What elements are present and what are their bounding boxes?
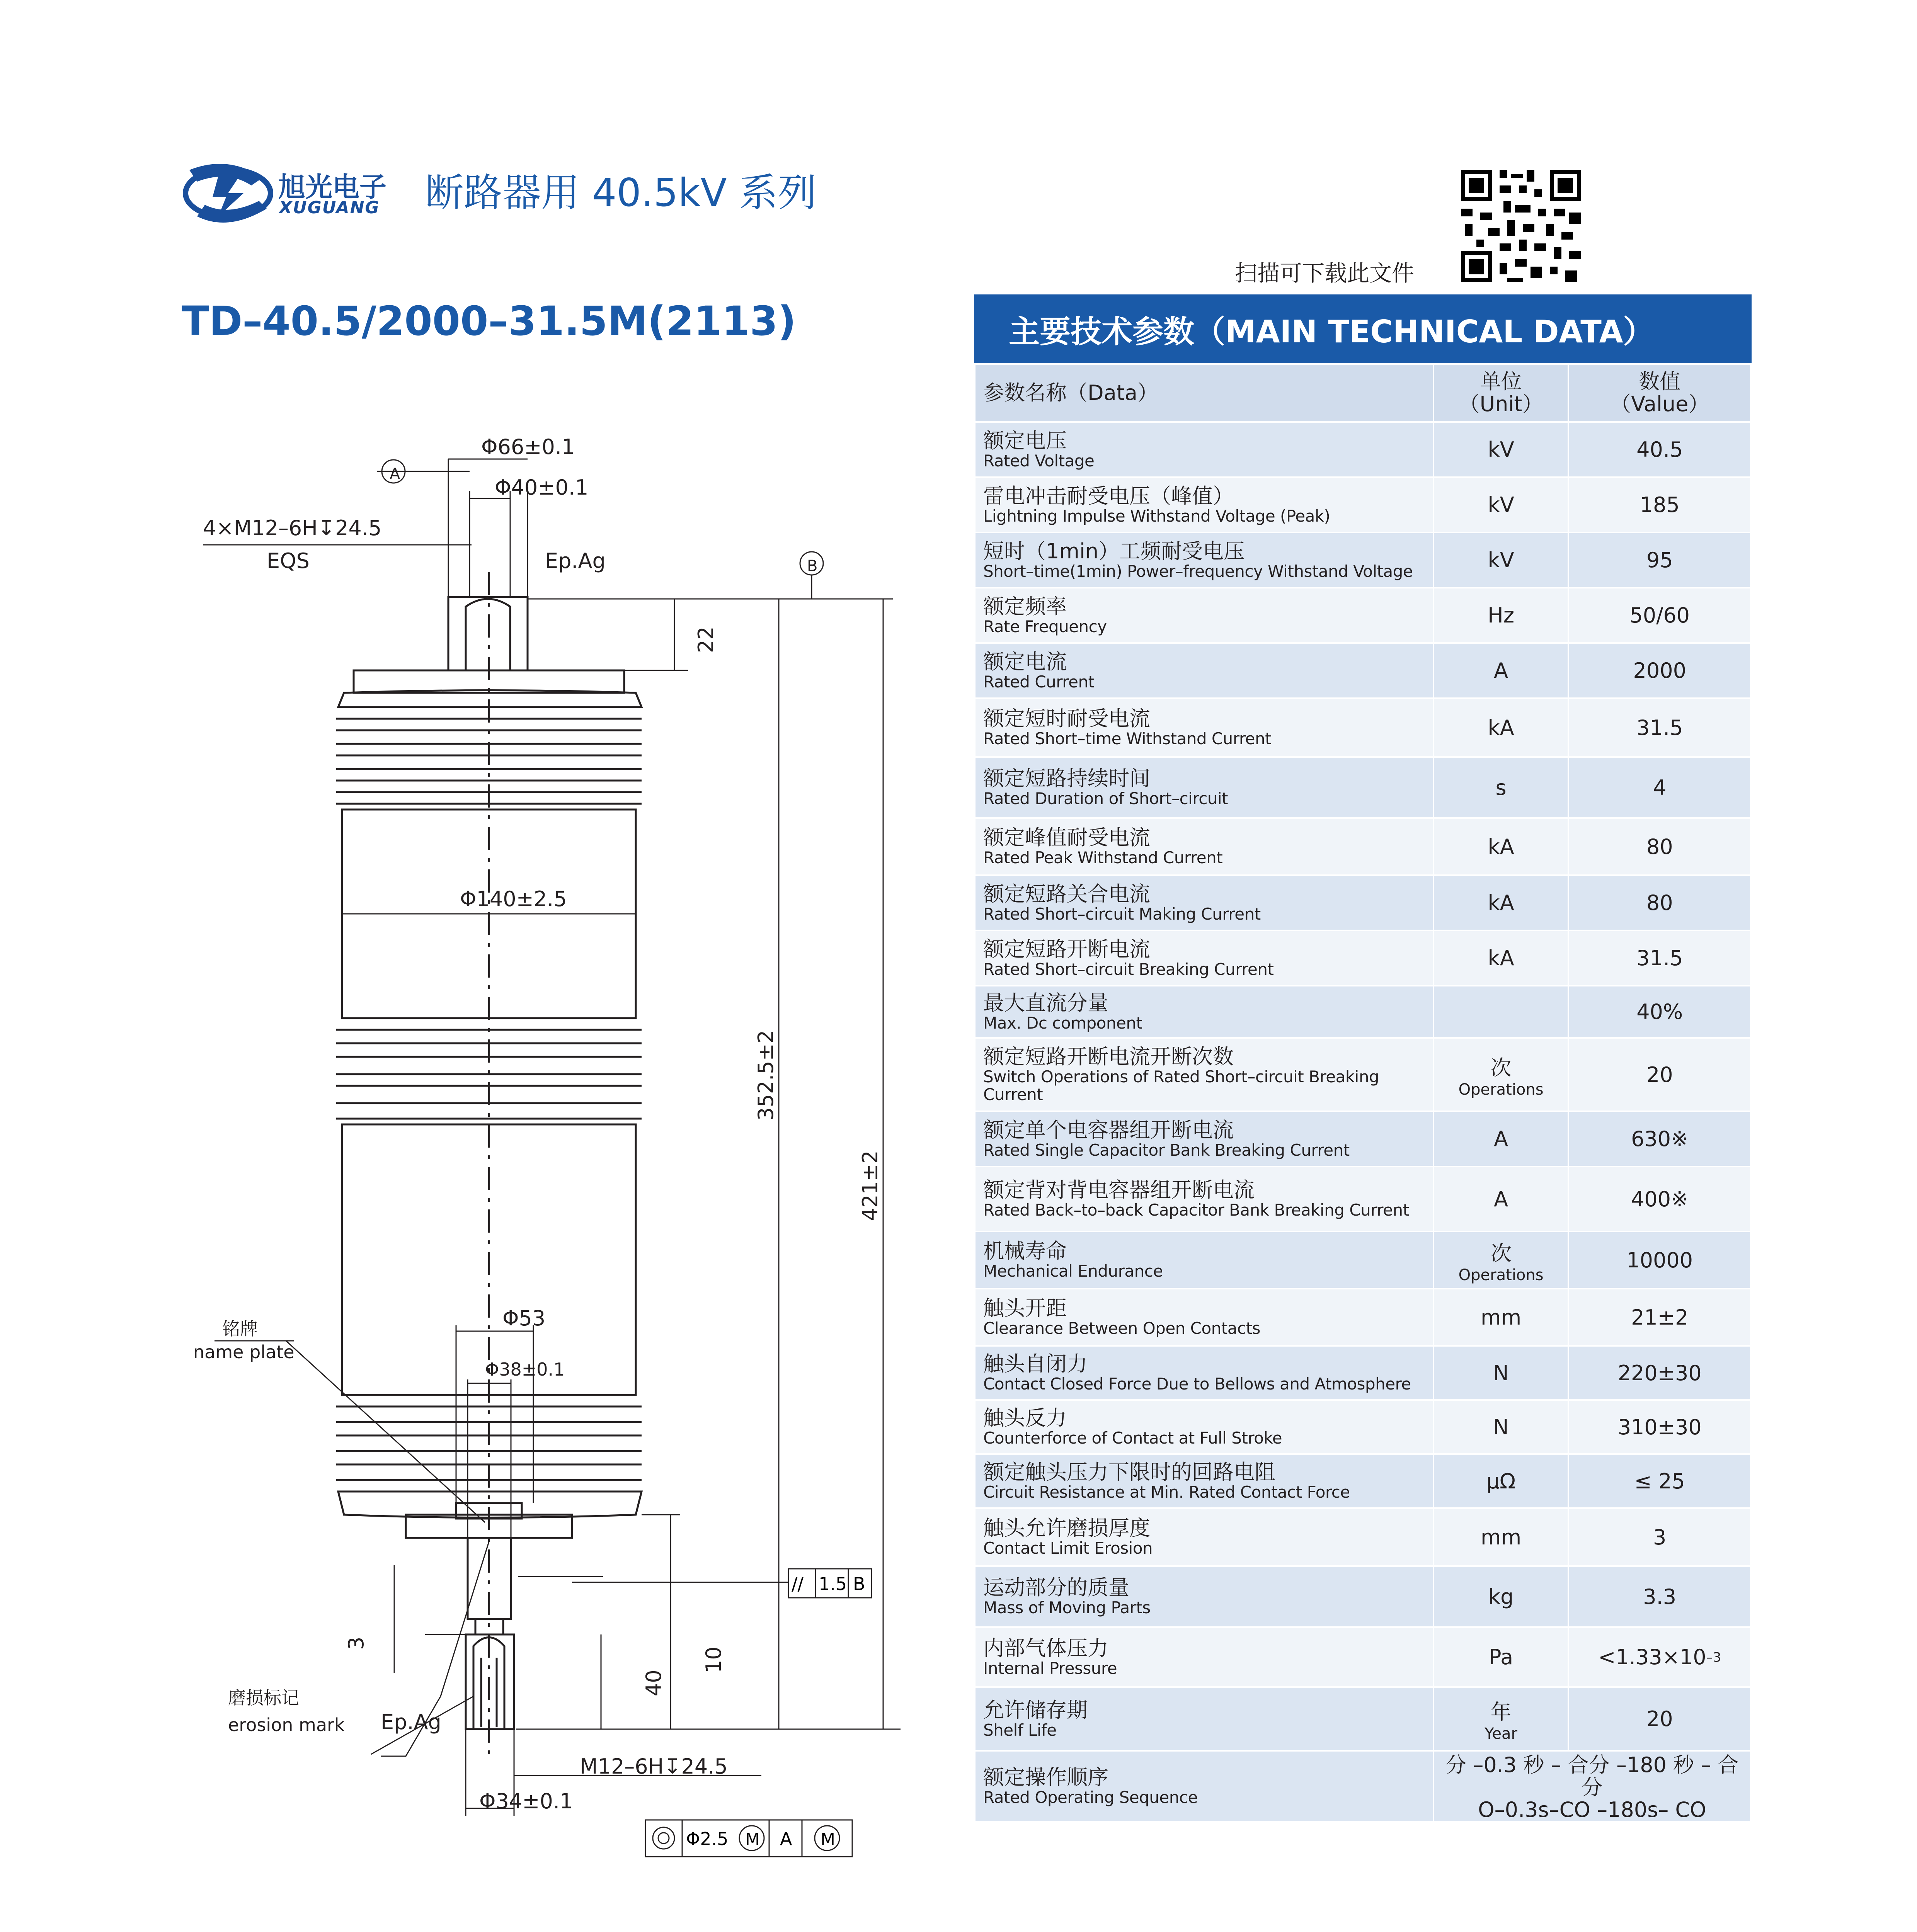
tech-param-cell [975,1687,1433,1751]
tech-unit-cell [1433,1167,1569,1231]
tech-unit-cell [1433,1111,1569,1167]
tech-row [975,1687,1751,1751]
param-zh: 额定短路开断电流 [983,937,1150,961]
param-value: 20 [1646,1062,1673,1087]
tech-unit-cell [1433,422,1569,477]
param-zh: 运动部分的质量 [983,1575,1129,1600]
sequence-value-en: O–0.3s–CO –180s– CO [1478,1798,1706,1822]
unit-value: Pa [1489,1645,1514,1669]
tech-row [975,532,1751,588]
unit-value: kg [1488,1584,1514,1609]
qr-caption: 扫描可下载此文件 [1235,260,1415,286]
datum-b-label: B [807,557,818,575]
tech-sequence-row [975,1751,1751,1822]
tech-value-cell [1568,1167,1751,1231]
svg-text:1.5: 1.5 [819,1573,847,1594]
param-zh: 额定峰值耐受电流 [983,825,1150,850]
erosion-en: erosion mark [228,1714,345,1735]
tech-row [975,1400,1751,1454]
unit-value: mm [1481,1525,1522,1549]
tech-row [975,757,1751,818]
svg-text://: // [792,1573,804,1594]
tech-unit-cell [1433,1400,1569,1454]
tech-param-cell [975,1231,1433,1289]
tech-row [975,1454,1751,1508]
dim-phi140: Φ140±2.5 [460,887,567,911]
nameplate-zh: 铭牌 [222,1318,258,1339]
dim-352: 352.5±2 [754,1030,778,1121]
tech-param-cell [975,986,1433,1038]
param-value: 40% [1636,1000,1683,1024]
tech-unit-cell [1433,643,1569,698]
tech-value-cell [1568,1627,1751,1687]
param-en: Rated Short–circuit Making Current [983,904,1261,923]
param-value: 80 [1646,891,1673,915]
param-value: 4 [1653,775,1667,800]
tech-row [975,930,1751,986]
series-title: 断路器用 40.5kV 系列 [425,170,817,215]
param-value: 3.3 [1643,1584,1677,1609]
tech-value-cell [1568,532,1751,588]
unit-value: kA [1488,834,1514,859]
param-en: Rated Short–circuit Breaking Current [983,959,1274,979]
tech-row [975,588,1751,643]
param-en: Internal Pressure [983,1658,1117,1678]
unit-value: 年 [1490,1700,1512,1724]
dim-thread-top: 4×M12–6H↧24.5 [203,516,382,540]
unit-value: kV [1488,437,1514,462]
tech-unit-cell [1433,930,1569,986]
tech-row [975,1627,1751,1687]
dim-10: 10 [701,1646,726,1673]
tech-row [975,1508,1751,1566]
param-en: Max. Dc component [983,1013,1142,1032]
unit-value: kA [1488,715,1514,740]
logo-english: XUGUANG [279,198,380,218]
tech-param-cell [975,477,1433,532]
unit-value: N [1493,1415,1509,1439]
param-zh: 雷电冲击耐受电压（峰值） [983,483,1234,508]
tech-row [975,1289,1751,1346]
dim-40: 40 [642,1670,666,1696]
tech-head-unit-en: （Unit） [1459,392,1543,416]
epag-top-label: Ep.Ag [545,549,606,573]
tech-param-cell [975,1038,1433,1111]
param-en: Rated Duration of Short–circuit [983,789,1228,808]
unit-value: kV [1488,493,1514,517]
param-en: Clearance Between Open Contacts [983,1319,1260,1338]
tech-unit-cell [1433,532,1569,588]
tech-row [975,1566,1751,1627]
tech-value-cell [1568,1346,1751,1400]
param-value: 21±2 [1631,1305,1689,1330]
unit-value: mm [1481,1305,1522,1330]
tech-unit-cell [1433,1627,1569,1687]
tech-value-cell [1568,1566,1751,1627]
param-en: Contact Limit Erosion [983,1539,1153,1558]
company-logo [182,155,414,232]
param-en: Rated Short–time Withstand Current [983,729,1272,748]
svg-text:A: A [780,1828,792,1849]
param-value: 80 [1646,834,1673,859]
tech-value-cell [1568,1038,1751,1111]
param-en: Rated Back–to–back Capacitor Bank Breaking Current [983,1201,1409,1219]
dim-phi53: Φ53 [502,1306,546,1330]
eqs-label: EQS [267,549,310,573]
tech-value-cell [1568,1454,1751,1508]
tech-param-cell [975,1289,1433,1346]
tech-row [975,1346,1751,1400]
tech-unit-cell [1433,757,1569,818]
param-en: Circuit Resistance at Min. Rated Contact Force [983,1483,1350,1502]
tech-head-value-zh: 数值 [1639,369,1681,394]
dim-22: 22 [694,626,718,653]
dim-phi34: Φ34±0.1 [479,1789,573,1813]
param-en: Short–time(1min) Power–frequency Withstand Voltage [983,561,1413,581]
tech-unit-cell [1433,1231,1569,1289]
unit-value: A [1494,658,1508,683]
svg-text:M: M [745,1830,760,1849]
tech-value-cell [1568,757,1751,818]
param-zh: 机械寿命 [983,1239,1067,1263]
dim-3: 3 [344,1636,368,1650]
tech-row [975,1167,1751,1231]
tech-value-cell [1568,422,1751,477]
tech-param-cell [975,698,1433,757]
tech-param-cell [975,1111,1433,1167]
tech-head-row [975,364,1751,422]
param-en: Rated Single Capacitor Bank Breaking Current [983,1140,1350,1160]
dim-421: 421±2 [858,1150,882,1221]
param-zh: 额定背对背电容器组开断电流 [983,1178,1255,1202]
value-exponent: –3 [1706,1650,1721,1665]
param-zh: 最大直流分量 [983,990,1108,1015]
param-zh: 额定短路开断电流开断次数 [983,1044,1234,1069]
tech-unit-cell [1433,1346,1569,1400]
tech-param-cell [975,818,1433,875]
param-zh: 触头反力 [983,1406,1067,1430]
param-zh: 额定电流 [983,649,1067,674]
tech-row [975,1038,1751,1111]
param-en: Switch Operations of Rated Short–circuit Breaking Current [983,1067,1379,1104]
param-zh: 触头开距 [983,1296,1067,1320]
tech-value-cell [1568,1508,1751,1566]
tech-value-cell [1568,930,1751,986]
param-value: 50/60 [1629,603,1690,628]
datum-a-label: A [390,465,400,483]
param-en: Counterforce of Contact at Full Stroke [983,1429,1282,1447]
unit-value: kA [1488,946,1514,970]
param-value: 185 [1639,493,1680,517]
tech-param-cell [975,1627,1433,1687]
dim-thread-bottom: M12–6H↧24.5 [580,1754,728,1779]
param-en: Rate Frequency [983,617,1107,636]
tech-unit-cell [1433,875,1569,930]
unit-value: Hz [1488,603,1515,628]
dim-phi38: Φ38±0.1 [485,1359,565,1380]
tech-value-cell [1568,1289,1751,1346]
tech-head-value-en: （Value） [1610,392,1709,416]
param-value: 310±30 [1617,1415,1702,1439]
tech-unit-cell [1433,818,1569,875]
param-value: <1.33×10 [1598,1645,1706,1669]
sequence-value-zh: 分 –0.3 秒 – 合分 –180 秒 – 合分 [1445,1753,1739,1799]
erosion-zh: 磨损标记 [228,1687,299,1708]
tech-row [975,477,1751,532]
param-value: 20 [1646,1707,1673,1731]
param-en: Rated Voltage [983,451,1095,470]
tech-row [975,875,1751,930]
tech-row [975,818,1751,875]
tech-unit-cell [1433,1508,1569,1566]
tech-param-cell [975,875,1433,930]
param-value: 2000 [1633,658,1686,683]
qr-code-icon [1457,166,1585,286]
tech-param-cell [975,757,1433,818]
tech-param-cell [975,532,1433,588]
unit-value: μΩ [1486,1469,1516,1493]
sequence-zh: 额定操作顺序 [983,1765,1108,1789]
unit-value: kV [1488,548,1514,572]
tech-param-cell [975,643,1433,698]
tech-head-param: 参数名称（Data） [983,381,1158,405]
param-zh: 允许储存期 [983,1697,1088,1722]
tech-unit-cell [1433,1687,1569,1751]
tech-unit-cell [1433,1566,1569,1627]
param-en: Rated Peak Withstand Current [983,848,1223,867]
param-zh: 额定触头压力下限时的回路电阻 [983,1460,1275,1484]
param-value: ≤ 25 [1634,1469,1685,1493]
tech-unit-cell [1433,1038,1569,1111]
tech-row [975,1231,1751,1289]
tech-param-cell [975,588,1433,643]
param-value: 40.5 [1636,437,1683,462]
unit-value: 次 [1490,1055,1512,1080]
tech-unit-cell [1433,477,1569,532]
nameplate-en: name plate [193,1342,295,1362]
position-frame [645,1820,852,1857]
svg-text:B: B [853,1573,865,1594]
tech-param-cell [975,1566,1433,1627]
tech-head-unit-zh: 单位 [1480,369,1522,394]
unit-value: s [1495,775,1507,800]
dim-phi40: Φ40±0.1 [495,475,589,500]
tech-unit-cell [1433,1454,1569,1508]
param-zh: 短时（1min）工频耐受电压 [983,539,1245,563]
param-zh: 额定单个电容器组开断电流 [983,1117,1234,1142]
tech-unit-cell [1433,698,1569,757]
svg-text:M: M [821,1830,835,1849]
logo-chinese: 旭光电子 [278,171,386,203]
param-zh: 额定频率 [983,594,1067,619]
param-value: 95 [1646,548,1673,572]
svg-text:Φ2.5: Φ2.5 [686,1828,729,1849]
param-value: 3 [1653,1525,1667,1549]
tech-value-cell [1568,1687,1751,1751]
unit-value: A [1494,1187,1508,1211]
tech-value-cell [1568,875,1751,930]
tech-value-cell [1568,1111,1751,1167]
param-en: Lightning Impulse Withstand Voltage (Peak) [983,506,1330,526]
param-value: 630※ [1631,1127,1689,1151]
tech-unit-cell [1433,588,1569,643]
tech-value-cell [1568,643,1751,698]
tech-unit-cell [1433,986,1569,1038]
sequence-en: Rated Operating Sequence [983,1788,1198,1807]
tech-param-cell [975,1454,1433,1508]
param-value: 400※ [1631,1187,1689,1211]
tech-param-cell [975,422,1433,477]
tech-value-cell [1568,986,1751,1038]
param-value: 10000 [1626,1248,1693,1272]
unit-value: 次 [1490,1241,1512,1265]
tech-row [975,643,1751,698]
tech-param-cell [975,1167,1433,1231]
tech-row [975,698,1751,757]
tech-value-cell [1568,698,1751,757]
param-value: 31.5 [1636,715,1683,740]
tech-value-cell [1568,477,1751,532]
tech-table-title: 主要技术参数（MAIN TECHNICAL DATA） [974,294,1752,363]
tech-row [975,422,1751,477]
tech-value-cell [1568,1400,1751,1454]
tech-param-cell [975,930,1433,986]
tech-value-cell [1568,818,1751,875]
tech-row [975,986,1751,1038]
dim-phi66: Φ66±0.1 [481,435,575,459]
param-value: 220±30 [1617,1361,1702,1385]
tech-unit-cell [1433,1289,1569,1346]
unit-value: kA [1488,891,1514,915]
tech-param-cell [975,1346,1433,1400]
param-zh: 额定电压 [983,428,1067,453]
param-en: Shelf Life [983,1720,1057,1740]
tech-value-cell [1568,588,1751,643]
parallelism-frame [788,1569,872,1598]
main-technical-table [974,294,1752,1823]
unit-secondary: Operations [1458,1080,1544,1099]
tech-grid [974,363,1752,1823]
technical-drawing [182,417,955,1878]
unit-value: A [1494,1127,1508,1151]
param-zh: 触头自闭力 [983,1352,1088,1376]
tech-value-cell [1568,1231,1751,1289]
epag-bottom-label: Ep.Ag [381,1710,441,1734]
param-en: Mechanical Endurance [983,1262,1163,1281]
unit-secondary: Operations [1458,1266,1544,1284]
logo-icon [182,155,274,232]
unit-value: N [1493,1361,1509,1385]
param-en: Mass of Moving Parts [983,1598,1151,1617]
tech-param-cell [975,1400,1433,1454]
param-zh: 内部气体压力 [983,1636,1108,1660]
param-en: Contact Closed Force Due to Bellows and Atmosphere [983,1374,1411,1393]
param-zh: 额定短路持续时间 [983,766,1150,791]
tech-param-cell [975,1508,1433,1566]
tech-row [975,1111,1751,1167]
model-number: TD–40.5/2000–31.5M(2113) [182,298,796,345]
param-value: 31.5 [1636,946,1683,970]
unit-secondary: Year [1485,1725,1517,1743]
param-zh: 额定短时耐受电流 [983,706,1150,731]
param-zh: 触头允许磨损厚度 [983,1516,1150,1540]
param-zh: 额定短路关合电流 [983,881,1150,906]
param-en: Rated Current [983,672,1095,691]
